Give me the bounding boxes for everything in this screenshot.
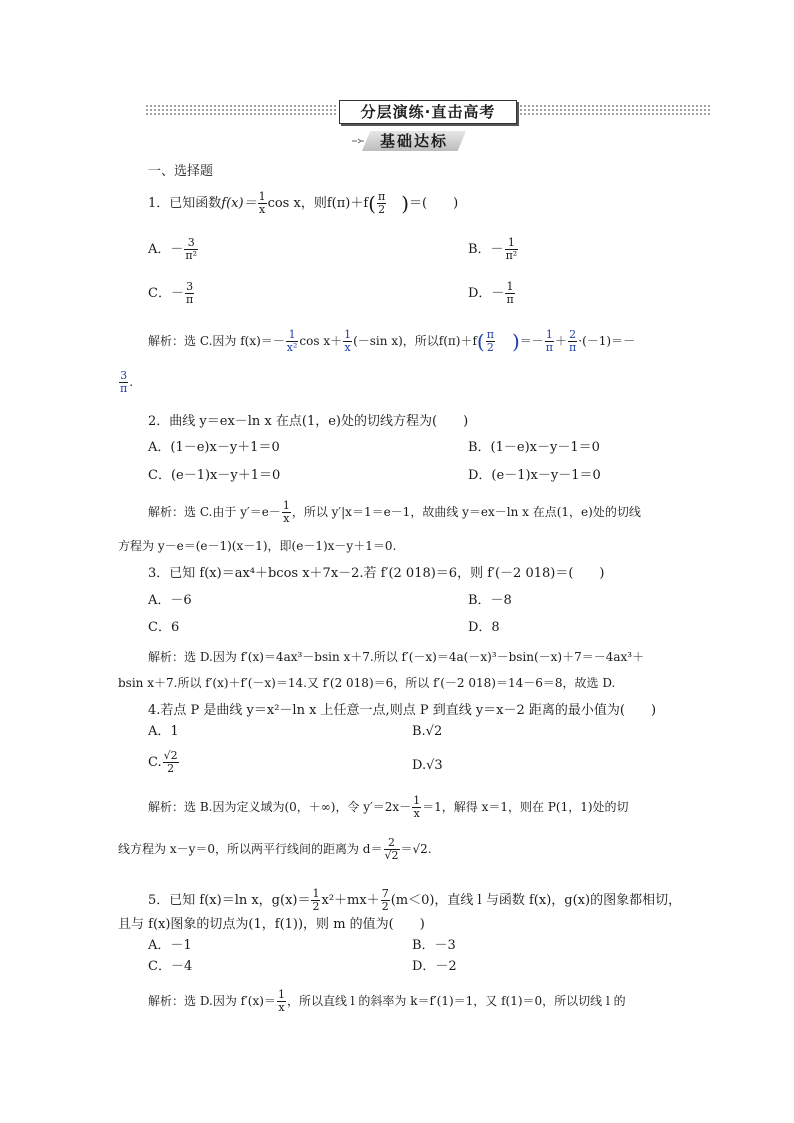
q1-text-d: ＝( ) bbox=[409, 196, 459, 211]
q4-opt-c-num: √2 bbox=[163, 749, 178, 762]
q1-opt-a-label: A．－ bbox=[148, 242, 184, 257]
q1-frac-den: x bbox=[258, 203, 266, 216]
q1-opt-a-frac bbox=[184, 237, 198, 262]
q2-analysis-line2: 方程为 y－e＝(e－1)(x－1)，即(e－1)x－y＋1＝0. bbox=[118, 539, 397, 553]
q1-text-c: cos x，则f(π)＋f bbox=[267, 196, 369, 211]
q2-analysis bbox=[148, 500, 641, 525]
q1-arg-num: π bbox=[377, 190, 386, 203]
q1-ans-paren-open: ( bbox=[476, 329, 485, 354]
q5-frac-1 bbox=[311, 888, 320, 913]
q1-opt-d-den: π bbox=[506, 293, 514, 306]
q4-ans-f-num: 1 bbox=[413, 794, 421, 807]
q1-ans-frac-5 bbox=[568, 329, 577, 354]
q1-ans-frac-1 bbox=[286, 329, 299, 354]
q4-ans-frac bbox=[412, 795, 421, 820]
banner-title: 分层演练·直击高考 bbox=[339, 100, 517, 124]
q4-ans-f-den: x bbox=[413, 807, 420, 820]
q4-ans-a: 解析：选 B.因为定义域为(0，＋∞)，令 y′＝2x－ bbox=[148, 800, 412, 814]
q1-ans-c: (－sin x)，所以f(π)＋f bbox=[353, 334, 477, 348]
q4-ans-line2-a: 线方程为 x－y＝0，所以两平行线间的距离为 d＝ bbox=[118, 842, 383, 856]
q1-opt-d-frac bbox=[505, 281, 514, 306]
q5-text-b: x²＋mx＋ bbox=[321, 893, 380, 908]
q1-ans-frac-6 bbox=[119, 370, 128, 395]
q1-ans-f6-num: 3 bbox=[120, 369, 128, 382]
q1-ans-f4-num: 1 bbox=[545, 328, 553, 341]
q1-ans-b: cos x＋ bbox=[299, 334, 343, 348]
q5-ans-f-den: x bbox=[278, 1001, 285, 1014]
q4-opt-c-den: 2 bbox=[163, 762, 179, 775]
q5-stem-line2: 且与 f(x)图象的切点为(1，f(1))，则 m 的值为( ) bbox=[118, 917, 425, 932]
q1-ans-f2-num: 1 bbox=[344, 328, 352, 341]
q1-text-b: f(x)＝ bbox=[221, 196, 257, 211]
q1-paren-close: ) bbox=[401, 191, 409, 216]
q5-text-c: (m＜0)，直线 l 与函数 f(x)，g(x)的图象都相切， bbox=[390, 893, 682, 908]
q1-paren-open: ( bbox=[368, 191, 376, 216]
section-banner bbox=[145, 100, 711, 122]
q1-ans-f6-den: π bbox=[120, 382, 128, 395]
q5-option-a: A．－1 bbox=[148, 938, 192, 953]
q1-opt-a-den: π² bbox=[185, 249, 198, 262]
q1-arg-den: 2 bbox=[378, 203, 386, 216]
dotted-rule-right bbox=[519, 104, 711, 117]
q1-ans-f3-num: π bbox=[486, 328, 494, 341]
q1-option-b bbox=[468, 237, 519, 262]
q1-ans-d: ＝－ bbox=[519, 334, 544, 348]
q5-f1-num: 1 bbox=[312, 887, 320, 900]
sub-banner bbox=[352, 129, 472, 153]
q1-opt-d-label: D．－ bbox=[468, 286, 505, 301]
q2-ans-b: ，所以 y′|x＝1＝e－1，故曲线 y＝ex－ln x 在点(1，e)处的切线 bbox=[291, 505, 641, 519]
section-label: 一、选择题 bbox=[148, 164, 214, 179]
q1-fraction bbox=[258, 191, 267, 216]
q2-ans-f-den: x bbox=[283, 512, 290, 525]
q1-option-c bbox=[148, 281, 195, 306]
q2-ans-a: 解析：选 C.由于 y′＝e－ bbox=[148, 505, 281, 519]
q1-opt-c-den: π bbox=[185, 293, 194, 306]
q1-analysis bbox=[148, 329, 635, 354]
q1-ans-f3-den: 2 bbox=[486, 341, 494, 354]
q1-ans-g: . bbox=[129, 375, 134, 389]
q1-ans-f1-den: x² bbox=[286, 341, 298, 354]
q5-option-b: B．－3 bbox=[412, 938, 456, 953]
dotted-rule-left bbox=[145, 104, 337, 117]
q1-ans-a: 解析：选 C.因为 f(x)＝－ bbox=[148, 334, 285, 348]
q1-frac-num: 1 bbox=[258, 190, 266, 203]
q5-text-a: 5．已知 f(x)＝ln x，g(x)＝ bbox=[148, 893, 311, 908]
q1-opt-b-frac bbox=[505, 237, 519, 262]
question-2-stem: 2．曲线 y＝ex－ln x 在点(1，e)处的切线方程为( ) bbox=[148, 414, 469, 429]
q1-ans-f2-den: x bbox=[344, 341, 351, 354]
q5-f2-num: 7 bbox=[381, 887, 389, 900]
q1-opt-a-num: 3 bbox=[187, 236, 195, 249]
q1-ans-f1-num: 1 bbox=[288, 328, 296, 341]
q2-option-b: B．(1－e)x－y－1＝0 bbox=[468, 440, 600, 455]
q2-option-c: C．(e－1)x－y＋1＝0 bbox=[148, 468, 281, 483]
q1-analysis-cont bbox=[118, 370, 133, 395]
q3-analysis-line1: 解析：选 D.因为 f′(x)＝4ax³－bsin x＋7.所以 f′(－x)＝4a(－x)³－bsin(－x)＋7＝－4ax³＋ bbox=[148, 650, 645, 664]
q1-opt-d-num: 1 bbox=[506, 280, 514, 293]
q2-option-d: D．(e－1)x－y－1＝0 bbox=[468, 468, 601, 483]
q5-frac-2 bbox=[381, 888, 390, 913]
q1-ans-frac-3 bbox=[486, 329, 495, 354]
q5-f2-den: 2 bbox=[381, 900, 389, 913]
q4-opt-c-label: C. bbox=[148, 755, 162, 770]
q1-text-a: 1．已知函数 bbox=[148, 196, 222, 211]
question-4-stem: 4.若点 P 是曲线 y＝x²－ln x 上任意一点,则点 P 到直线 y＝x－2 距离的最小值为( ) bbox=[148, 703, 657, 718]
q5-option-c: C．－4 bbox=[148, 959, 193, 974]
q2-ans-f-num: 1 bbox=[282, 499, 290, 512]
q1-ans-frac-4 bbox=[545, 329, 554, 354]
q5-ans-b: ，所以直线 l 的斜率为 k＝f′(1)＝1，又 f(1)＝0，所以切线 l 的 bbox=[286, 994, 626, 1008]
q4-option-c bbox=[148, 750, 180, 775]
q1-opt-b-label: B．－ bbox=[468, 242, 504, 257]
q5-ans-frac bbox=[277, 989, 286, 1014]
question-5-stem bbox=[148, 888, 681, 913]
q4-option-a: A．1 bbox=[148, 724, 179, 739]
question-3-stem: 3．已知 f(x)＝ax⁴＋bcos x＋7x－2.若 f′(2 018)＝6，则 f′(－2 018)＝( ) bbox=[148, 566, 605, 581]
q1-opt-b-num: 1 bbox=[507, 236, 515, 249]
q4-ans-b: ＝1，解得 x＝1，则在 P(1，1)处的切 bbox=[422, 800, 629, 814]
q1-ans-f4-den: π bbox=[545, 341, 554, 354]
q2-option-a: A．(1－e)x－y＋1＝0 bbox=[148, 440, 280, 455]
q1-ans-paren-close: ) bbox=[511, 329, 520, 354]
q1-opt-c-num: 3 bbox=[186, 280, 194, 293]
q1-ans-f: ·(－1)＝－ bbox=[578, 334, 636, 348]
q3-option-b: B．－8 bbox=[468, 593, 512, 608]
q1-option-a bbox=[148, 237, 199, 262]
q1-opt-c-frac bbox=[185, 281, 194, 306]
q1-arg-fraction bbox=[377, 191, 386, 216]
q3-option-c: C．6 bbox=[148, 620, 180, 635]
q3-analysis-line2: bsin x＋7.所以 f′(x)＋f′(－x)＝14.又 f′(2 018)＝6，所以 f′(－2 018)＝14－6＝8，故选 D. bbox=[118, 676, 616, 690]
q4-analysis-line2 bbox=[118, 837, 432, 862]
q4-analysis bbox=[148, 795, 629, 820]
q5-f1-den: 2 bbox=[312, 900, 320, 913]
q4-opt-c-frac bbox=[163, 750, 179, 775]
q4-option-d: D.√3 bbox=[412, 758, 443, 773]
q1-opt-b-den: π² bbox=[505, 249, 518, 262]
q3-option-d: D．8 bbox=[468, 620, 500, 635]
q2-ans-frac bbox=[282, 500, 291, 525]
q5-ans-a: 解析：选 D.因为 f′(x)＝ bbox=[148, 994, 276, 1008]
question-1-stem bbox=[148, 191, 458, 216]
q4-option-b: B.√2 bbox=[412, 724, 443, 739]
q4-ans-f2-num: 2 bbox=[388, 836, 395, 849]
q1-opt-c-label: C．－ bbox=[148, 286, 184, 301]
q1-option-d bbox=[468, 281, 516, 306]
q1-ans-f5-num: 2 bbox=[569, 328, 577, 341]
q4-ans-line2-b: ＝√2. bbox=[400, 842, 432, 856]
q1-ans-e: ＋ bbox=[555, 334, 568, 348]
q3-option-a: A．－6 bbox=[148, 593, 192, 608]
q5-ans-f-num: 1 bbox=[277, 988, 285, 1001]
sub-banner-title: 基础达标 bbox=[379, 132, 448, 150]
q1-ans-f5-den: π bbox=[569, 341, 577, 354]
q5-option-d: D．－2 bbox=[412, 959, 457, 974]
q4-ans-frac-2 bbox=[384, 837, 400, 862]
q5-analysis bbox=[148, 989, 626, 1014]
q1-ans-frac-2 bbox=[343, 329, 352, 354]
q4-ans-f2-den: √2 bbox=[384, 849, 399, 862]
